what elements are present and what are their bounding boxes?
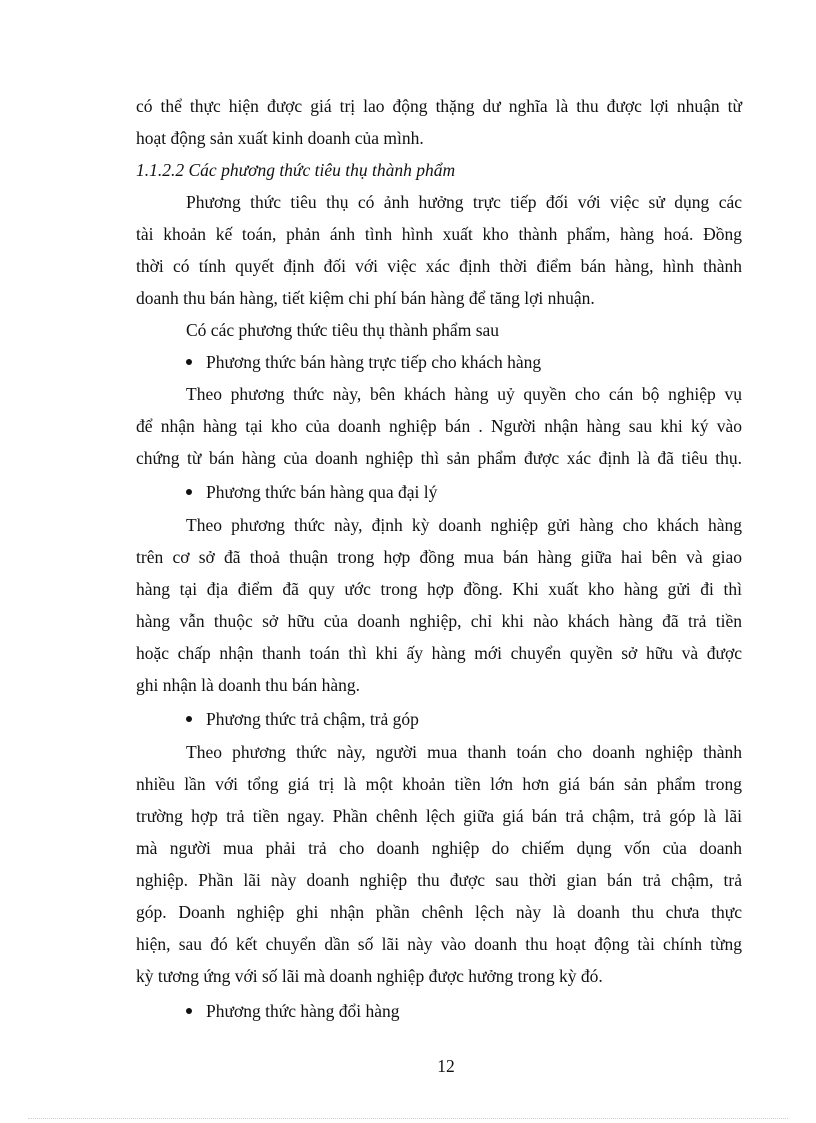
paragraph-line: hàng vẫn thuộc sở hữu của doanh nghiệp, chỉ khi nào khách hàng đã trả tiền xyxy=(136,611,742,631)
paragraph-line: để nhận hàng tại kho của doanh nghiệp bán . Người nhận hàng sau khi ký vào xyxy=(136,416,742,436)
page-bottom-divider xyxy=(28,1118,788,1119)
body-text-line: có thể thực hiện được giá trị lao động thặng dư nghĩa là thu được lợi nhuận từ xyxy=(136,96,742,116)
paragraph-line: trên cơ sở đã thoả thuận trong hợp đồng mua bán hàng giữa hai bên và giao xyxy=(136,547,742,567)
paragraph-line: hiện, sau đó kết chuyển dần số lãi này vào doanh thu hoạt động tài chính từng xyxy=(136,934,742,954)
paragraph-line: góp. Doanh nghiệp ghi nhận phần chênh lệch này là doanh thu chưa thực xyxy=(136,902,742,922)
bullet-item xyxy=(186,708,742,730)
paragraph-line: hoặc chấp nhận thanh toán thì khi ấy hàng mới chuyển quyền sở hữu và được xyxy=(136,643,742,663)
bullet-icon xyxy=(186,489,192,495)
bullet-text: Phương thức bán hàng trực tiếp cho khách hàng xyxy=(206,352,542,372)
paragraph-line: kỳ tương ứng với số lãi mà doanh nghiệp được hưởng trong kỳ đó. xyxy=(136,966,603,986)
bullet-icon xyxy=(186,1008,192,1014)
bullet-item xyxy=(186,481,742,503)
paragraph-line: ghi nhận là doanh thu bán hàng. xyxy=(136,675,361,695)
bullet-icon xyxy=(186,359,192,365)
bullet-text: Phương thức hàng đổi hàng xyxy=(206,1001,400,1021)
paragraph-line: nhiều lần với tổng giá trị là một khoản tiền lớn hơn giá bán sản phẩm trong xyxy=(136,774,742,794)
bullet-icon xyxy=(186,716,192,722)
paragraph-line: thời có tính quyết định đối với việc xác định thời điểm bán hàng, hình thành xyxy=(136,256,742,276)
bullet-item xyxy=(186,1000,742,1022)
bullet-text: Phương thức trả chậm, trả góp xyxy=(206,709,419,729)
page-number: 12 xyxy=(437,1056,455,1076)
paragraph-line: chứng từ bán hàng của doanh nghiệp thì sản phẩm được xác định là đã tiêu thụ. xyxy=(136,448,742,468)
paragraph-line: Theo phương thức này, bên khách hàng uỷ quyền cho cán bộ nghiệp vụ xyxy=(186,384,742,404)
body-text-line: hoạt động sản xuất kinh doanh của mình. xyxy=(136,128,424,148)
paragraph-line: Theo phương thức này, người mua thanh toán cho doanh nghiệp thành xyxy=(186,742,742,762)
paragraph-line: Theo phương thức này, định kỳ doanh nghiệp gửi hàng cho khách hàng xyxy=(186,515,742,535)
bullet-text: Phương thức bán hàng qua đại lý xyxy=(206,482,438,502)
paragraph-line: mà người mua phải trả cho doanh nghiệp do chiếm dụng vốn của doanh xyxy=(136,838,742,858)
paragraph-line: hàng tại địa điểm đã quy ước trong hợp đồng. Khi xuất kho hàng gửi đi thì xyxy=(136,579,742,599)
section-subheading: 1.1.2.2 Các phương thức tiêu thụ thành phẩm xyxy=(136,160,456,180)
paragraph-line: Phương thức tiêu thụ có ảnh hưởng trực tiếp đối với việc sử dụng các xyxy=(186,192,742,212)
paragraph-line: trường hợp trả tiền ngay. Phần chênh lệch giữa giá bán trả chậm, trả góp là lãi xyxy=(136,806,742,826)
paragraph-line: nghiệp. Phần lãi này doanh nghiệp thu được sau thời gian bán trả chậm, trả xyxy=(136,870,742,890)
bullet-item xyxy=(186,351,742,373)
paragraph-line: doanh thu bán hàng, tiết kiệm chi phí bán hàng để tăng lợi nhuận. xyxy=(136,288,595,308)
paragraph-line: tài khoản kế toán, phản ánh tình hình xuất kho thành phẩm, hàng hoá. Đồng xyxy=(136,224,742,244)
paragraph-line: Có các phương thức tiêu thụ thành phẩm sau xyxy=(186,320,500,340)
